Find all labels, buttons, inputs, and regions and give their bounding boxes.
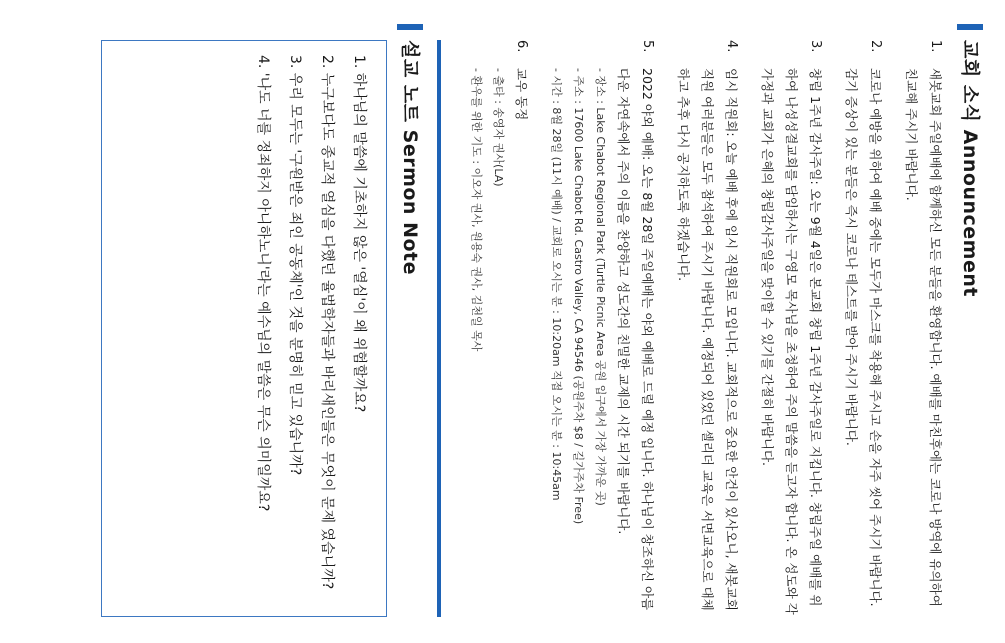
item-text: 새봇교회 주일예배에 함께하신 모든 분들을 환영합니다. 예배를 마친후에는 코로나 방역에 유의하여 친교해 주시기 바랍니다. [904,68,943,607]
sermon-question: 1. 하나님의 말씀에 기초하지 않은 '열심'이 왜 위험할까요? [351,55,367,413]
announcement-item [839,40,887,617]
sermon-title: 설교 노트 Sermon Note [399,40,421,276]
item-text: 2022 야외 예배: 오는 8월 28일 주일예배는 야외 예배로 드릴 예정 입니다. 하나님이 창조하신 아름다운 자연속에서 주의 이름을 찬양하고 성도간의 친밀한 교제의 시간 되기를 바랍니다. [616,68,655,611]
announcement-item [671,40,743,617]
sermon-note-box [101,40,387,617]
item-text: 교우 동정 [514,68,529,121]
announcement-list [437,40,947,617]
announcement-header [957,24,983,617]
item-text: 임시 직원회: 오늘 예배 후에 임시 직원회로 모입니다. 교회적으로 중요한 안건이 있사오니, 새봇교회 직원 여러분들은 모두 참석하여 주시기 바랍니다. 예정되어 있었던 셀리더 교육은 서면교육으로 대체 하고 추후 다시 공지하도록 하겠습니다. [676,68,739,611]
prayer-list: - 환우를 위한 기도 : 이오자 권사, 원용숙 권사, 김천일 목사 [470,68,483,352]
announcement-item [899,40,947,617]
sermon-question: 2. 누구보다도 종교적 열심을 다했던 율법학자들과 바리새인들은 무엇이 문제 였습니까? [319,55,335,590]
announcement-title: 교회 소식 Announcement [959,40,981,297]
item-number: 1. [928,40,943,53]
sermon-question: 4. '나도 너를 정죄하지 아니하노니'라는 예수님의 말씀은 무슨 의미일까요? [255,55,271,512]
item-text: 창립 1주년 감사주일: 오는 9월 4일은 본교회 창립 1주년 감사주일로 지킵니다. 창립주일 예배를 위하여 나성성결교회를 담임하시는 구영모 목사님을 초청하여 주의 말씀을 듣고자 합니다. 온 성도와 각 가정과 교회가 은혜의 창립감사주일을 맞이할 수 있기를 간절히 바랍니다. [760,68,823,615]
member-travel: - 출타 : 송영자 권사(LA) [492,68,505,187]
announcement-item [545,40,659,617]
picnic-time: - 시간 : 8월 28일 (11시 예배) / 교회로 오시는 분 : 10:20am 직접 오시는 분 : 10:45am [550,68,563,501]
item-number: 5. [640,40,655,53]
sermon-accent-bar [397,24,423,30]
announcement-item [465,40,533,617]
announcement-accent-bar [957,24,983,30]
picnic-address: - 주소 : 17600 Lake Chabot Rd. Castro Valley, CA 94546 (공원주차 $8 / 길가주차 Free) [572,68,585,525]
item-number: 4. [724,40,739,53]
item-number: 2. [868,40,883,53]
announcement-item [755,40,827,617]
item-text: 코로나 예방을 위하여 예배 중에는 모두가 마스크를 착용해 주시고 손을 자주 씻어 주시기 바랍니다. 감기 증상이 있는 분들은 즉시 코로나 테스트를 받아 주시기 바랍니다. [844,68,883,607]
sermon-question: 3. 우리 모두는 '구원받은 죄인 공동체'인 것을 분명히 믿고 있습니까? [287,55,303,476]
sermon-section [101,24,423,617]
sermon-header [397,24,423,617]
item-number: 6. [514,40,529,53]
picnic-location: - 장소 : Lake Chabot Regional Park (Turtle Picnic Area 공원 입구에서 가장 가까운 곳) [594,68,607,506]
item-number: 3. [808,40,823,53]
